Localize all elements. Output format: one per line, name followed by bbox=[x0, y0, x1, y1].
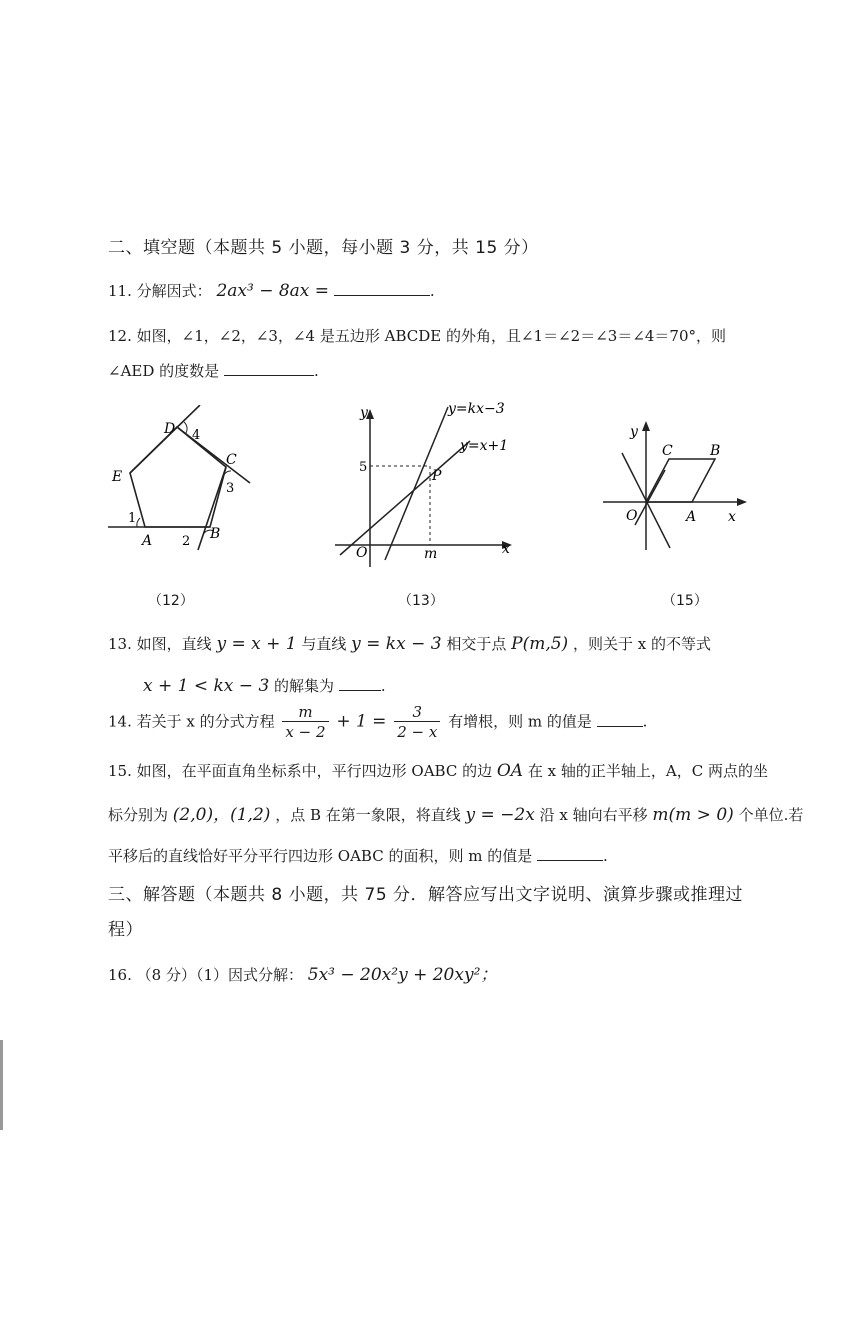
vertex-label-C: C bbox=[226, 452, 237, 468]
question-13-line2: x + 1 < kx − 3 的解集为 . bbox=[143, 676, 386, 696]
question-text: 的解集为 bbox=[274, 677, 335, 695]
fraction-3-over-2-minus-x: $\frac{3}{2 - x}$ bbox=[394, 703, 440, 742]
question-number: 14. bbox=[108, 712, 132, 731]
question-text: 与直线 bbox=[301, 635, 347, 653]
question-text: 平移后的直线恰好平分平行四边形 OABC 的面积，则 m 的值是 bbox=[108, 847, 533, 865]
figure-caption-15: （15） bbox=[662, 593, 708, 609]
question-number: 16. bbox=[108, 966, 132, 984]
answer-blank[interactable] bbox=[339, 690, 381, 691]
vertex-label-B: B bbox=[210, 526, 221, 542]
answer-blank[interactable] bbox=[334, 295, 430, 296]
question-text: 个单位.若 bbox=[738, 806, 804, 824]
angle-arc-4 bbox=[184, 422, 187, 433]
y-axis-arrow bbox=[642, 421, 650, 431]
figure-13-lines bbox=[330, 395, 520, 570]
question-16 bbox=[108, 960, 497, 985]
axis-label-x: x bbox=[502, 541, 510, 557]
extension-line-3 bbox=[177, 427, 250, 483]
question-text: 如图，∠1，∠2，∠3，∠4 是五边形 ABCDE 的外角，且∠1＝∠2＝∠3＝∠4＝70°，则 bbox=[136, 327, 727, 345]
question-text: （8 分）（1）因式分解： bbox=[136, 966, 303, 984]
math-expression: + 1 = bbox=[336, 711, 387, 732]
question-11: 11. 分解因式： 2ax³ − 8ax = . bbox=[108, 281, 435, 301]
point-label-C: C bbox=[662, 443, 673, 459]
line-y-x-plus-1 bbox=[340, 441, 470, 555]
answer-blank[interactable] bbox=[224, 375, 314, 376]
math-expression: x + 1 < kx − 3 bbox=[143, 676, 270, 696]
line-label-kx-minus-3: y=kx−3 bbox=[448, 401, 505, 417]
line-oc-extension bbox=[635, 470, 665, 525]
vertex-label-A: A bbox=[142, 533, 153, 549]
question-text: 在 x 轴的正半轴上，A，C 两点的坐 bbox=[527, 762, 768, 780]
tick-label-m: m bbox=[424, 546, 438, 562]
vertex-label-E: E bbox=[112, 469, 123, 485]
extension-line-4 bbox=[130, 405, 200, 473]
question-text: 如图，直线 bbox=[136, 635, 212, 653]
math-expression: OA bbox=[496, 761, 524, 781]
question-text: ，则关于 x 的不等式 bbox=[572, 635, 711, 653]
angle-label-1: 1 bbox=[128, 511, 137, 526]
axis-label-x: x bbox=[728, 509, 736, 525]
math-expression: 2ax³ − 8ax = bbox=[216, 281, 330, 301]
question-12-line1 bbox=[108, 325, 726, 346]
question-text: 相交于点 bbox=[446, 635, 507, 653]
figure-15-parallelogram bbox=[600, 415, 760, 555]
math-expression: y = kx − 3 bbox=[351, 634, 442, 654]
section-heading-solve-line1: 三、解答题（本题共 8 小题，共 75 分．解答应写出文字说明、演算步骤或推理过 bbox=[108, 885, 744, 905]
question-number: 12. bbox=[108, 327, 132, 345]
fraction-m-over-x-minus-2: $\frac{m}{x - 2}$ bbox=[282, 703, 328, 742]
origin-label: O bbox=[356, 545, 368, 561]
point-label-A: A bbox=[686, 509, 697, 525]
axis-label-y: y bbox=[360, 405, 368, 421]
figure-12-pentagon bbox=[100, 405, 270, 565]
question-text: 有增根，则 m 的值是 bbox=[448, 712, 592, 731]
question-text: 沿 x 轴向右平移 bbox=[539, 806, 648, 824]
answer-blank[interactable] bbox=[597, 726, 643, 727]
section-heading-solve-line2: 程） bbox=[108, 920, 143, 940]
angle-label-2: 2 bbox=[182, 534, 191, 549]
question-15-line3: 平移后的直线恰好平分平行四边形 OABC 的面积，则 m 的值是 . bbox=[108, 847, 608, 865]
question-text: 若关于 x 的分式方程 bbox=[136, 712, 275, 731]
section-heading-fill-in: 二、填空题（本题共 5 小题，每小题 3 分，共 15 分） bbox=[108, 238, 539, 258]
math-expression: (2,0)，(1,2) bbox=[172, 805, 271, 825]
scan-edge-mark bbox=[0, 1040, 3, 1130]
math-expression: P(m,5) bbox=[511, 634, 569, 654]
angle-arc-1 bbox=[137, 518, 140, 527]
math-expression: 5x³ − 20x²y + 20xy²； bbox=[307, 965, 498, 985]
axis-label-y: y bbox=[630, 424, 638, 440]
parallelogram-OABC bbox=[646, 459, 715, 502]
question-text: 标分别为 bbox=[108, 806, 169, 824]
x-axis-arrow bbox=[737, 498, 747, 506]
question-text: 如图，在平面直角坐标系中，平行四边形 OABC 的边 bbox=[136, 762, 493, 780]
vertex-label-D: D bbox=[164, 421, 176, 437]
angle-label-4: 4 bbox=[192, 428, 201, 443]
math-expression: y = −2x bbox=[465, 805, 535, 825]
angle-label-3: 3 bbox=[226, 481, 235, 496]
question-15-line2 bbox=[108, 800, 803, 825]
question-number: 13. bbox=[108, 635, 132, 653]
question-number: 15. bbox=[108, 762, 132, 780]
answer-blank[interactable] bbox=[537, 860, 603, 861]
question-text: ，点 B 在第一象限，将直线 bbox=[275, 806, 461, 824]
question-text: 分解因式： bbox=[136, 282, 212, 300]
question-15-line1 bbox=[108, 760, 768, 781]
question-13-line1 bbox=[108, 633, 711, 654]
question-number: 11. bbox=[108, 282, 132, 300]
question-text: ∠AED 的度数是 bbox=[108, 362, 220, 380]
figure-caption-13: （13） bbox=[398, 593, 444, 609]
line-label-x-plus-1: y=x+1 bbox=[460, 438, 509, 454]
math-expression: m(m > 0) bbox=[652, 805, 734, 825]
point-label-B: B bbox=[710, 443, 721, 459]
tick-label-5: 5 bbox=[359, 460, 368, 475]
question-14: 14. 若关于 x 的分式方程 $\frac{m}{x - 2}$ + 1 = $\frac{3}{2 - x}$ 有增根，则 m 的值是 . bbox=[108, 703, 648, 741]
figure-caption-12: （12） bbox=[148, 593, 194, 609]
math-expression: y = x + 1 bbox=[216, 634, 297, 654]
point-label-P: P bbox=[432, 468, 442, 484]
question-12-line2: ∠AED 的度数是 . bbox=[108, 362, 319, 380]
origin-label: O bbox=[626, 508, 638, 524]
